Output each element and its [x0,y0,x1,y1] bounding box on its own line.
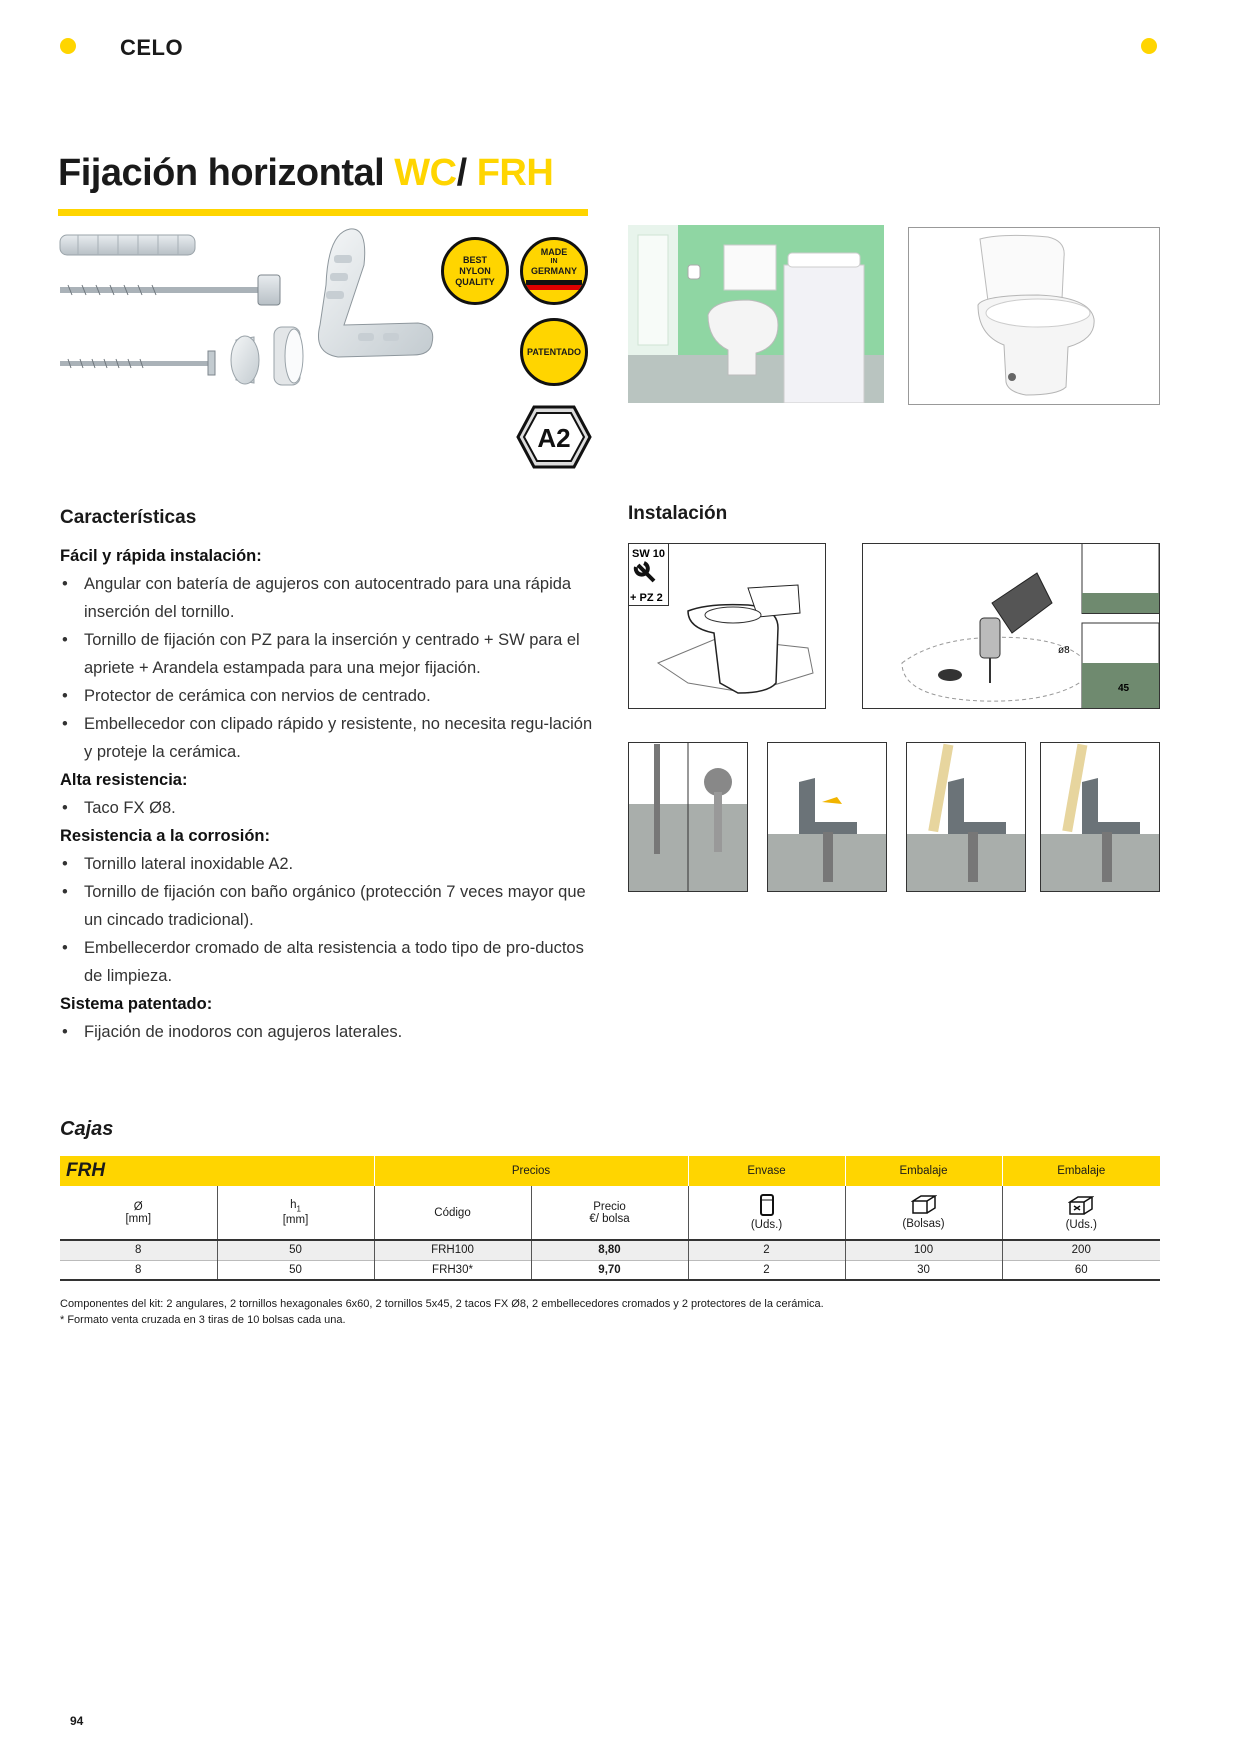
wood-screw-part [60,351,215,375]
title-wc: WC [394,152,457,194]
a2-hexagon-icon [516,404,592,470]
kit-notes [60,1296,1160,1328]
group-code-cell: FRH [60,1156,374,1186]
page-title [58,152,553,195]
header-embalaje-bolsas: Embalaje [845,1156,1002,1186]
install-step-4 [1040,742,1160,892]
bathroom-photo [628,225,884,403]
header-dot-right [1141,38,1157,54]
table-row: 8 50 FRH30* 9,70 2 30 60 [60,1260,1160,1280]
feature-item: • Embellecedor con clipado rápido y resistente, no necesita regu-lación y proteje la cerámica. [60,710,595,766]
angle-bracket-part [318,229,432,357]
feature-item: • Taco FX Ø8. [60,794,595,822]
title-underline [58,209,588,216]
header-embalaje-uds: Embalaje [1057,1165,1106,1177]
svg-text:+ PZ 2: + PZ 2 [630,592,663,604]
hex-screw-part [60,275,280,305]
table-row: 8 50 FRH100 8,80 2 100 200 [60,1240,1160,1260]
install-diagram-drill [862,543,1160,709]
svg-text:ø8: ø8 [1058,645,1070,656]
feature-group-title: Fácil y rápida instalación: [60,547,262,565]
col-code: Código [374,1186,531,1240]
install-step-3 [906,742,1026,892]
carton-icon [1068,1194,1094,1216]
features-heading: Características [60,507,197,528]
col-diam: Ø [mm] [60,1186,217,1240]
brand-label: CELO [120,35,184,60]
bag-icon [760,1194,774,1216]
install-step-1 [628,742,748,892]
header-dot-left [60,38,76,54]
feature-item: • Tornillo de fijación con baño orgánico (protección 7 veces mayor que un cincado tradicional). [60,878,595,934]
feature-item: • Fijación de inodoros con agujeros laterales. [60,1018,595,1046]
pricing-table [60,1156,1160,1281]
svg-text:45: 45 [1118,683,1130,694]
header-envase: Envase [688,1156,845,1186]
protector-part [231,336,259,384]
features-list [60,542,595,1046]
box-icon [911,1195,937,1215]
col-envase: (Uds.) [688,1186,845,1240]
toilet-photo [908,227,1160,405]
feature-item: • Tornillo de fijación con PZ para la inserción y centrado + SW para el apriete + Arandela estampada para una mejor fijación. [60,626,595,682]
cover-cap-part [274,327,303,385]
nylon-quality-badge: BEST NYLON QUALITY [441,237,509,305]
feature-group-title: Alta resistencia: [60,771,188,789]
svg-text:A2: A2 [537,423,571,453]
svg-text:SW 10: SW 10 [632,548,666,560]
feature-group-title: Sistema patentado: [60,995,213,1013]
german-flag-icon [526,280,582,295]
feature-item: • Embellecerdor cromado de alta resistencia a todo tipo de pro-ductos de limpieza. [60,934,595,990]
title-code: FRH [476,152,554,194]
feature-item: • Tornillo lateral inoxidable A2. [60,850,595,878]
col-bolsas: (Bolsas) [845,1186,1002,1240]
install-diagram-toilet [628,543,826,709]
made-in-germany-badge: MADE IN GERMANY [520,237,588,305]
title-main: Fijación horizontal [58,152,385,194]
col-uds: (Uds.) [1002,1186,1160,1240]
installation-heading: Instalación [628,503,728,524]
install-step-2 [767,742,887,892]
cajas-heading: Cajas [60,1118,114,1140]
product-parts-image [58,225,488,405]
plug-part [60,235,195,255]
patent-badge: PATENTADO [520,318,588,386]
title-sep: / [456,152,467,194]
page-number: 94 [70,1714,84,1728]
col-price: Precio €/ bolsa [531,1186,688,1240]
col-h1: $h_1$ [mm] [217,1186,374,1240]
header-precios: Precios [374,1156,688,1186]
cross-sale-note: * Formato venta cruzada en 3 tiras de 10 bolsas cada una. [60,1314,346,1326]
feature-group-title: Resistencia a la corrosión: [60,827,270,845]
feature-item: • Protector de cerámica con nervios de centrado. [60,682,595,710]
feature-item: • Angular con batería de agujeros con autocentrado para una rápida inserción del tornillo. [60,570,595,626]
kit-components-note: Componentes del kit: 2 angulares, 2 tornillos hexagonales 6x60, 2 tornillos 5x45, 2 tacos FX Ø8, 2 embellecedores cromados y 2 protectores de la cerámica. [60,1298,824,1310]
